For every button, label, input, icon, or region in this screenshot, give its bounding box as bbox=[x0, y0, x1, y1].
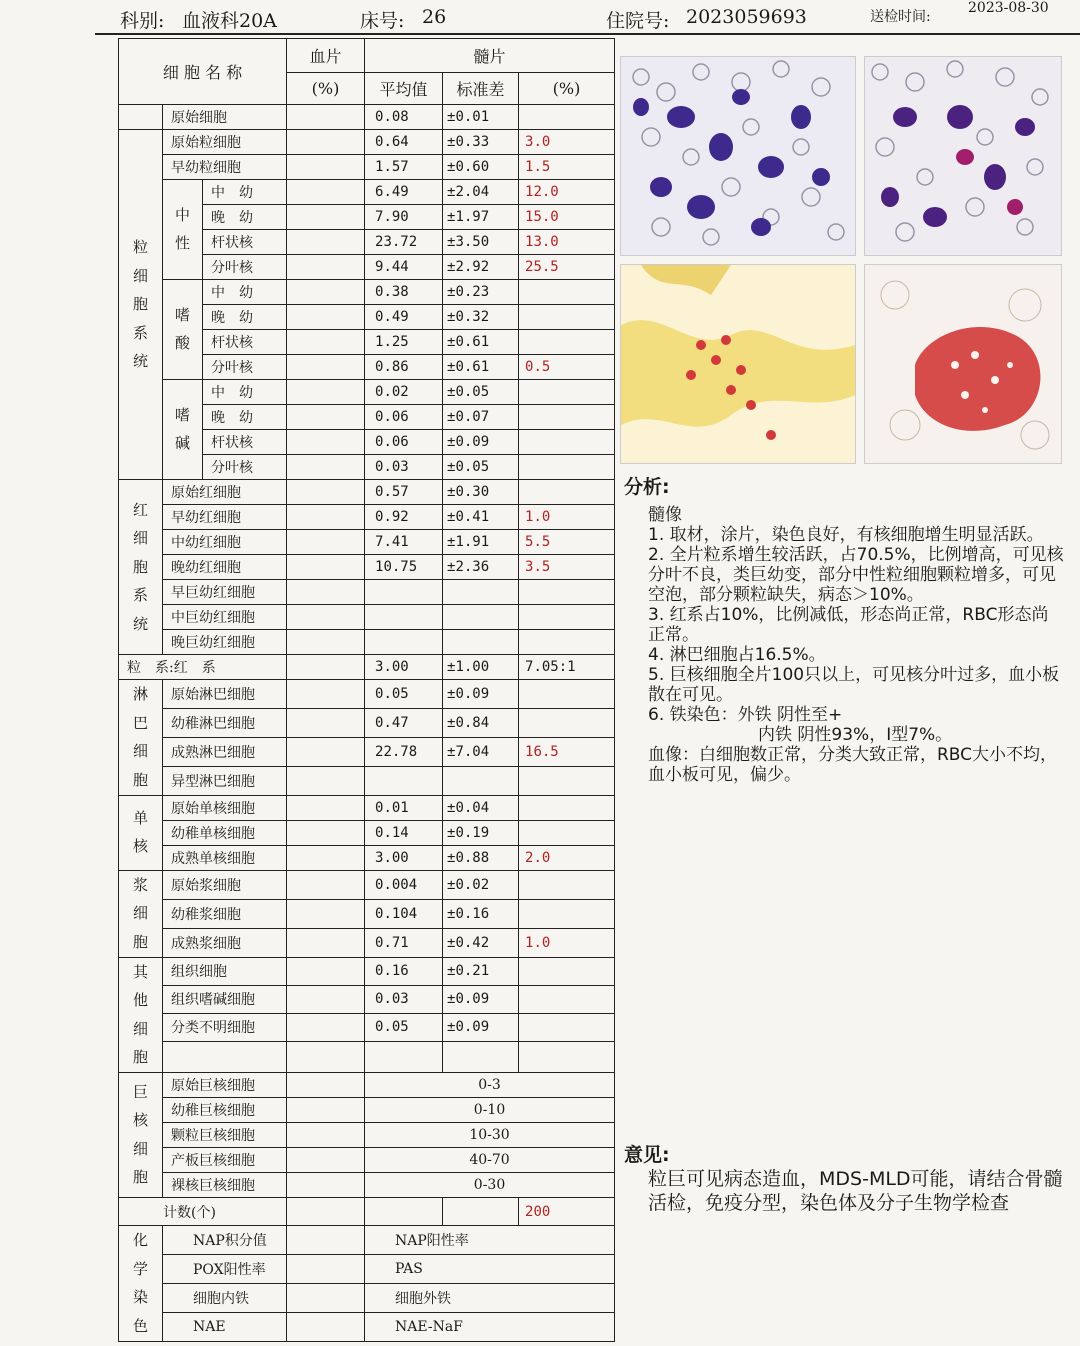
row-sd: ±0.21 bbox=[443, 957, 519, 985]
row-mean: 10.75 bbox=[365, 555, 443, 580]
row-pct: 1.5 bbox=[519, 155, 615, 180]
row-sd: ±0.07 bbox=[443, 405, 519, 430]
row-sd: ±2.92 bbox=[443, 255, 519, 280]
row-pct bbox=[519, 105, 615, 130]
group-lympho: 淋巴细胞 bbox=[119, 680, 163, 796]
iron-inner: 内铁 阴性93%，I型7%。 bbox=[758, 725, 953, 745]
group-plasma: 浆细胞 bbox=[119, 870, 163, 957]
group-baso: 嗜碱 bbox=[163, 380, 203, 480]
row-sd: ±7.04 bbox=[443, 737, 519, 766]
row-mean: 0.38 bbox=[365, 280, 443, 305]
row-sd: ±0.32 bbox=[443, 305, 519, 330]
row-mean: 22.78 bbox=[365, 737, 443, 766]
row-mean: 0.06 bbox=[365, 405, 443, 430]
analysis-item: 1. 取材，涂片，染色良好，有核细胞增生明显活跃。 bbox=[648, 525, 1044, 545]
row-sd: ±1.91 bbox=[443, 530, 519, 555]
micrograph-wright-1 bbox=[620, 56, 856, 256]
mean-header: 平均值 bbox=[365, 73, 443, 105]
row-pct bbox=[519, 708, 615, 737]
row-pct: 3.5 bbox=[519, 555, 615, 580]
row-name: 早巨幼红细胞 bbox=[163, 580, 287, 605]
row-sd: ±0.16 bbox=[443, 899, 519, 928]
row-mean: 0.16 bbox=[365, 957, 443, 985]
row-mean: 23.72 bbox=[365, 230, 443, 255]
row-sd: ±0.60 bbox=[443, 155, 519, 180]
row-mean: 0.08 bbox=[365, 105, 443, 130]
row-sd: ±0.61 bbox=[443, 330, 519, 355]
row-name: 杆状核 bbox=[203, 230, 287, 255]
row-name: 组织细胞 bbox=[163, 957, 287, 985]
row-pct bbox=[519, 430, 615, 455]
row-name: 早幼红细胞 bbox=[163, 505, 287, 530]
row-name: 原始红细胞 bbox=[163, 480, 287, 505]
opinion-section bbox=[624, 1140, 1064, 1215]
row-sd: ±0.23 bbox=[443, 280, 519, 305]
row-sd: ±2.36 bbox=[443, 555, 519, 580]
marrow-label: 髓像 bbox=[648, 505, 682, 525]
row-sd: ±3.50 bbox=[443, 230, 519, 255]
row-name: 裸核巨核细胞 bbox=[163, 1173, 287, 1198]
blood-picture: 血像：白细胞数正常，分类大致正常，RBC大小不均，血小板可见，偏少。 bbox=[648, 745, 1058, 785]
row-name: 晚 幼 bbox=[203, 305, 287, 330]
analysis-section bbox=[624, 472, 1064, 785]
row-sd: ±0.19 bbox=[443, 820, 519, 845]
row-name: 分叶核 bbox=[203, 355, 287, 380]
row-range: 40-70 bbox=[365, 1148, 615, 1173]
row-pct: 7.05:1 bbox=[519, 655, 615, 680]
row-pct bbox=[519, 899, 615, 928]
row-pct: 12.0 bbox=[519, 180, 615, 205]
row-pct bbox=[519, 795, 615, 820]
report-date: 2023-08-30 bbox=[968, 0, 1049, 16]
row-sd: ±0.02 bbox=[443, 870, 519, 899]
row-mean: 6.49 bbox=[365, 180, 443, 205]
row-name: 晚 幼 bbox=[203, 205, 287, 230]
row-name: 成熟浆细胞 bbox=[163, 928, 287, 957]
row-name: 晚幼红细胞 bbox=[163, 555, 287, 580]
row-mean: 0.14 bbox=[365, 820, 443, 845]
row-mean: 0.05 bbox=[365, 680, 443, 709]
row-sd: ±0.05 bbox=[443, 455, 519, 480]
row-mean: 0.06 bbox=[365, 430, 443, 455]
row-mean: 9.44 bbox=[365, 255, 443, 280]
row-mean: 0.71 bbox=[365, 928, 443, 957]
chem-nae: NAE bbox=[163, 1312, 287, 1341]
row-pct: 16.5 bbox=[519, 737, 615, 766]
row-mean: 0.64 bbox=[365, 130, 443, 155]
row-name: 中巨幼红细胞 bbox=[163, 605, 287, 630]
chem-nap-score: NAP积分值 bbox=[163, 1226, 287, 1255]
row-mean: 1.57 bbox=[365, 155, 443, 180]
row-sd: ±0.88 bbox=[443, 845, 519, 870]
opinion-text: 粒巨可见病态造血，MDS-MLD可能，请结合骨髓活检，免疫分型，染色体及分子生物学检查 bbox=[648, 1168, 1063, 1214]
bed-value: 26 bbox=[422, 6, 447, 28]
row-range: 0-30 bbox=[365, 1173, 615, 1198]
row-name: 晚巨幼红细胞 bbox=[163, 630, 287, 655]
group-eos: 嗜酸 bbox=[163, 280, 203, 380]
row-name: 组织嗜碱细胞 bbox=[163, 985, 287, 1013]
row-name: 原始浆细胞 bbox=[163, 870, 287, 899]
chem-iron-out: 细胞外铁 bbox=[365, 1283, 615, 1312]
department-label: 科别: bbox=[120, 10, 165, 32]
chem-pas: PAS bbox=[365, 1254, 615, 1283]
row-mean: 7.41 bbox=[365, 530, 443, 555]
row-range: 10-30 bbox=[365, 1123, 615, 1148]
department-value: 血液科20A bbox=[182, 10, 277, 32]
row-sd: ±1.00 bbox=[443, 655, 519, 680]
row-mean: 0.03 bbox=[365, 455, 443, 480]
chem-iron-in: 细胞内铁 bbox=[163, 1283, 287, 1312]
row-mean: 0.86 bbox=[365, 355, 443, 380]
row-pct: 1.0 bbox=[519, 505, 615, 530]
row-mean: 0.47 bbox=[365, 708, 443, 737]
bed-label: 床号: bbox=[360, 10, 405, 32]
row-name: 原始巨核细胞 bbox=[163, 1073, 287, 1098]
row-sd: ±0.09 bbox=[443, 985, 519, 1013]
row-pct: 2.0 bbox=[519, 845, 615, 870]
row-name: 原始粒细胞 bbox=[163, 130, 287, 155]
analysis-item: 3. 红系占10%，比例减低，形态尚正常，RBC形态尚正常。 bbox=[648, 605, 1049, 645]
header-divider bbox=[95, 33, 1080, 35]
blood-unit-header: (%) bbox=[287, 73, 365, 105]
row-name: 分叶核 bbox=[203, 255, 287, 280]
row-mean: 0.004 bbox=[365, 870, 443, 899]
chem-pox: POX阳性率 bbox=[163, 1254, 287, 1283]
marrow-header: 髓片 bbox=[365, 39, 615, 73]
row-name: 粒 系:红 系 bbox=[119, 655, 287, 680]
row-range: 0-3 bbox=[365, 1073, 615, 1098]
micrograph-iron-stain-1 bbox=[620, 264, 856, 464]
row-pct bbox=[519, 305, 615, 330]
row-sd: ±0.30 bbox=[443, 480, 519, 505]
analysis-item: 5. 巨核细胞全片100只以上，可见核分叶过多，血小板散在可见。 bbox=[648, 665, 1060, 705]
row-name: 颗粒巨核细胞 bbox=[163, 1123, 287, 1148]
row-sd: ±2.04 bbox=[443, 180, 519, 205]
row-name: 幼稚巨核细胞 bbox=[163, 1098, 287, 1123]
row-mean: 0.92 bbox=[365, 505, 443, 530]
row-sd: ±0.09 bbox=[443, 1013, 519, 1041]
row-sd: ±0.33 bbox=[443, 130, 519, 155]
row-mean: 3.00 bbox=[365, 845, 443, 870]
row-name: 幼稚单核细胞 bbox=[163, 820, 287, 845]
row-name: 早幼粒细胞 bbox=[163, 155, 287, 180]
row-range: 0-10 bbox=[365, 1098, 615, 1123]
row-sd: ±0.04 bbox=[443, 795, 519, 820]
group-mono: 单核 bbox=[119, 795, 163, 870]
row-pct bbox=[519, 1013, 615, 1041]
row-name: 中 幼 bbox=[203, 380, 287, 405]
row-name: 中 幼 bbox=[203, 180, 287, 205]
row-mean: 0.05 bbox=[365, 1013, 443, 1041]
sd-header: 标准差 bbox=[443, 73, 519, 105]
row-sd: ±0.41 bbox=[443, 505, 519, 530]
sent-time-label: 送检时间: bbox=[870, 9, 931, 25]
row-sd: ±0.01 bbox=[443, 105, 519, 130]
row-mean: 3.00 bbox=[365, 655, 443, 680]
row-name: 中幼红细胞 bbox=[163, 530, 287, 555]
row-pct bbox=[519, 957, 615, 985]
row-name: 成熟淋巴细胞 bbox=[163, 737, 287, 766]
group-erythro: 红细胞系统 bbox=[119, 480, 163, 655]
row-pct: 13.0 bbox=[519, 230, 615, 255]
cell-name-header: 细 胞 名 称 bbox=[119, 39, 287, 105]
row-name: 原始细胞 bbox=[163, 105, 287, 130]
row-sd: ±0.42 bbox=[443, 928, 519, 957]
admission-value: 2023059693 bbox=[686, 6, 807, 28]
row-mean: 0.104 bbox=[365, 899, 443, 928]
row-sd: ±0.61 bbox=[443, 355, 519, 380]
micrograph-panel bbox=[620, 56, 1060, 462]
row-pct: 5.5 bbox=[519, 530, 615, 555]
row-name: 计数(个) bbox=[119, 1198, 287, 1226]
row-pct bbox=[519, 480, 615, 505]
analysis-item: 4. 淋巴细胞占16.5%。 bbox=[648, 645, 826, 665]
row-pct bbox=[519, 985, 615, 1013]
row-name: 异型淋巴细胞 bbox=[163, 766, 287, 795]
row-pct: 0.5 bbox=[519, 355, 615, 380]
row-mean: 0.03 bbox=[365, 985, 443, 1013]
row-name: 杆状核 bbox=[203, 430, 287, 455]
row-pct bbox=[519, 820, 615, 845]
row-name: 产板巨核细胞 bbox=[163, 1148, 287, 1173]
group-chem: 化学染色 bbox=[119, 1226, 163, 1342]
report-header bbox=[0, 0, 1080, 36]
micrograph-iron-stain-2 bbox=[864, 264, 1062, 464]
chem-nap-rate: NAP阳性率 bbox=[365, 1226, 615, 1255]
group-other: 其他细胞 bbox=[119, 957, 163, 1073]
row-sd: ±0.84 bbox=[443, 708, 519, 737]
row-mean: 0.57 bbox=[365, 480, 443, 505]
row-mean: 0.49 bbox=[365, 305, 443, 330]
row-name: 杆状核 bbox=[203, 330, 287, 355]
group-neutro: 中性 bbox=[163, 180, 203, 280]
row-name: 原始淋巴细胞 bbox=[163, 680, 287, 709]
chem-nae-naf: NAE-NaF bbox=[365, 1312, 615, 1341]
cell-count-table bbox=[118, 38, 615, 1342]
row-pct bbox=[519, 330, 615, 355]
analysis-title: 分析: bbox=[624, 476, 670, 498]
row-mean: 0.02 bbox=[365, 380, 443, 405]
row-sd: ±0.09 bbox=[443, 430, 519, 455]
row-name: 幼稚浆细胞 bbox=[163, 899, 287, 928]
row-mean: 0.01 bbox=[365, 795, 443, 820]
row-pct bbox=[519, 870, 615, 899]
row-pct bbox=[519, 680, 615, 709]
group-mega: 巨核细胞 bbox=[119, 1073, 163, 1198]
micrograph-wright-2 bbox=[864, 56, 1062, 256]
row-name: 幼稚淋巴细胞 bbox=[163, 708, 287, 737]
admission-label: 住院号: bbox=[606, 10, 670, 32]
row-name: 成熟单核细胞 bbox=[163, 845, 287, 870]
row-pct: 15.0 bbox=[519, 205, 615, 230]
row-sd: ±0.09 bbox=[443, 680, 519, 709]
row-sd: ±1.97 bbox=[443, 205, 519, 230]
row-mean: 1.25 bbox=[365, 330, 443, 355]
count-value: 200 bbox=[519, 1198, 615, 1226]
row-pct bbox=[519, 455, 615, 480]
row-pct bbox=[519, 280, 615, 305]
row-name: 分叶核 bbox=[203, 455, 287, 480]
row-name: 晚 幼 bbox=[203, 405, 287, 430]
analysis-item: 2. 全片粒系增生较活跃，占70.5%，比例增高，可见核分叶不良，类巨幼变，部分中性粒细胞颗粒增多，可见空泡，部分颗粒缺失，病态＞10%。 bbox=[648, 545, 1064, 605]
row-name: 原始单核细胞 bbox=[163, 795, 287, 820]
blood-smear-header: 血片 bbox=[287, 39, 365, 73]
group-granulocyte: 粒细胞系统 bbox=[119, 130, 163, 480]
row-sd: ±0.05 bbox=[443, 380, 519, 405]
row-pct: 25.5 bbox=[519, 255, 615, 280]
row-pct: 3.0 bbox=[519, 130, 615, 155]
analysis-item: 6. 铁染色：外铁 阴性至+ bbox=[648, 705, 843, 725]
marrow-unit-header: (%) bbox=[519, 73, 615, 105]
row-pct: 1.0 bbox=[519, 928, 615, 957]
opinion-title: 意见: bbox=[624, 1144, 670, 1166]
row-pct bbox=[519, 405, 615, 430]
row-name: 中 幼 bbox=[203, 280, 287, 305]
row-pct bbox=[519, 380, 615, 405]
row-name: 分类不明细胞 bbox=[163, 1013, 287, 1041]
row-mean: 7.90 bbox=[365, 205, 443, 230]
